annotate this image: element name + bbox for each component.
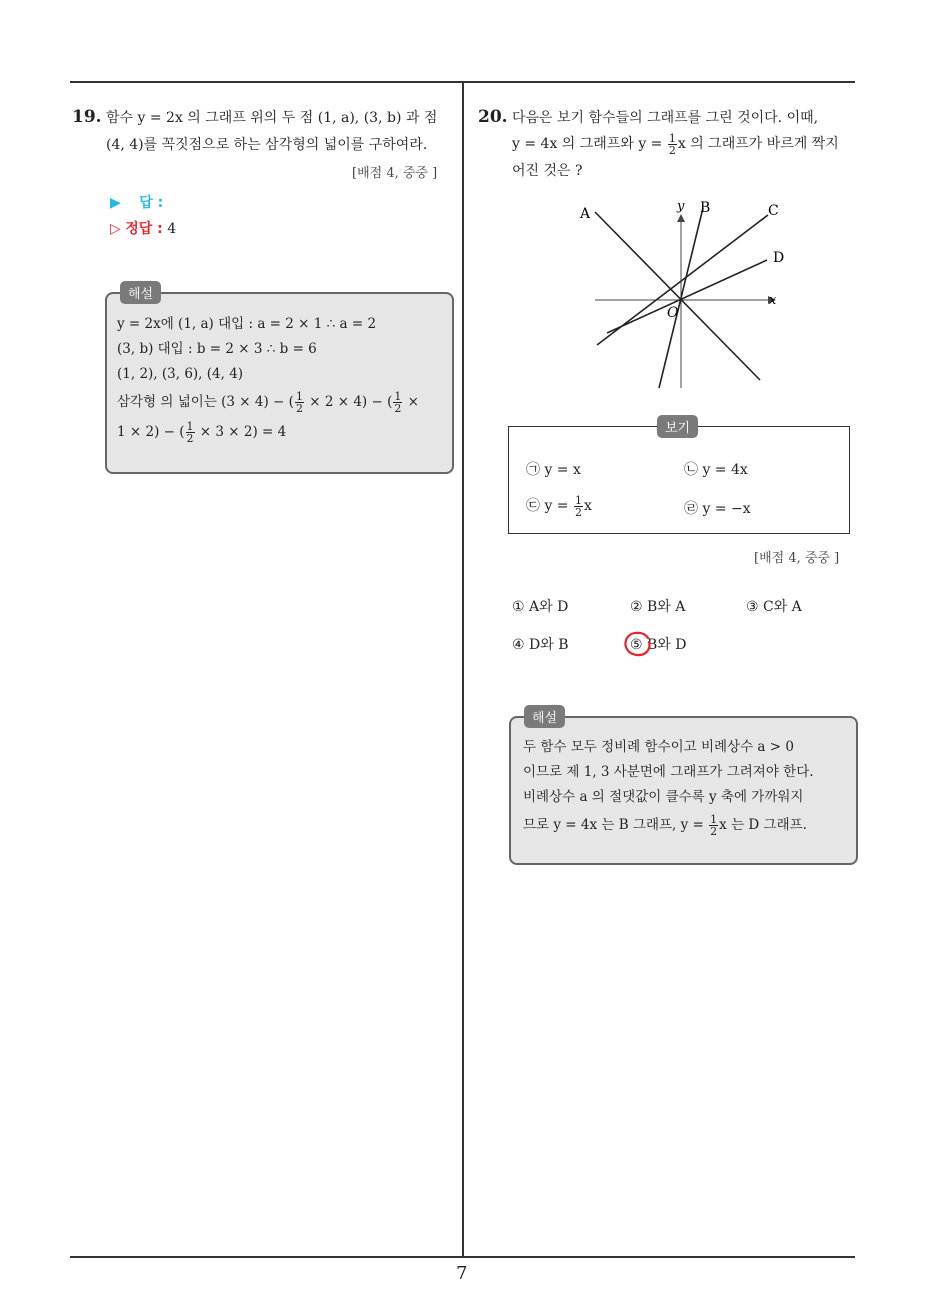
fraction-half: $\frac{1}{2}$ <box>186 420 194 445</box>
q20-text-line3: 어진 것은 ? <box>512 163 583 179</box>
q19-expl-line4: 삼각형 의 넓이는 (3 × 4) − ( $\frac{1}{2}$ × 2 × 4) − ( $\frac{1}{2}$ × <box>117 390 419 415</box>
choice-4[interactable]: ④ D와 B <box>512 637 569 653</box>
correct-label: 정답 : <box>125 221 163 237</box>
choice-5[interactable]: ⑤ B와 D <box>630 637 687 653</box>
label-x: x <box>769 293 777 308</box>
q20-text-line2: y = 4x 의 그래프와 y = $\frac{1}{2}$ x 의 그래프가 바르게 짝지 <box>512 131 839 157</box>
label-C: C <box>768 203 779 219</box>
label-A: A <box>580 206 591 222</box>
answer-mark-circle-icon <box>622 629 654 659</box>
choice-2[interactable]: ② B와 A <box>630 599 686 615</box>
fraction-half: $\frac{1}{2}$ <box>710 813 718 838</box>
label-B: B <box>700 200 711 216</box>
q20-explanation-tag: 해설 <box>524 705 565 728</box>
correct-value: 4 <box>167 221 177 237</box>
q20-expl-line4: 므로 y = 4x 는 B 그래프, y = $\frac{1}{2}$ x 는 D 그래프. <box>523 813 807 838</box>
answer-label: 답 : <box>139 195 164 211</box>
q19-number: 19. <box>72 107 102 127</box>
q20-number: 20. <box>478 107 508 127</box>
fraction-half: $\frac{1}{2}$ <box>295 390 303 415</box>
column-divider <box>462 81 464 1257</box>
q20-expl-line1: 두 함수 모두 정비례 함수이고 비례상수 a > 0 <box>523 739 794 755</box>
label-y: y <box>677 199 685 214</box>
bogi-tag: 보기 <box>657 415 698 438</box>
play-outline-icon: ▷ <box>110 221 121 237</box>
label-origin: O <box>667 305 679 321</box>
q19-explanation-tag: 해설 <box>120 281 161 304</box>
choice-3[interactable]: ③ C와 A <box>746 599 802 615</box>
page-number: 7 <box>456 1263 468 1284</box>
q20-expl-line2: 이므로 제 1, 3 사분면에 그래프가 그려져야 한다. <box>523 764 814 780</box>
q20-expl-line3: 비례상수 a 의 절댓값이 클수록 y 축에 가까워지 <box>523 789 804 805</box>
q20-score: [배점 4, 중중 ] <box>754 551 840 566</box>
q19-correct-row <box>110 218 176 238</box>
y-axis-arrow-icon <box>677 214 685 222</box>
q19-expl-line5: 1 × 2) − ( $\frac{1}{2}$ × 3 × 2) = 4 <box>117 420 287 445</box>
q19-expl-line2: (3, b) 대입 : b = 2 × 3 ∴ b = 6 <box>117 341 317 357</box>
play-filled-icon: ▶ <box>110 195 121 211</box>
q19-answer-row <box>110 192 163 212</box>
q19-text-line2: (4, 4)를 꼭짓점으로 하는 삼각형의 넓이를 구하여라. <box>106 137 428 153</box>
line-A <box>595 212 760 380</box>
q19-score: [배점 4, 중중 ] <box>352 166 438 181</box>
q19-expl-line1: y = 2x에 (1, a) 대입 : a = 2 × 1 ∴ a = 2 <box>117 316 377 332</box>
fraction-half: $\frac{1}{2}$ <box>668 131 676 157</box>
q20-explanation-body <box>523 735 853 840</box>
bogi-item-g: ㉠ y = x <box>526 462 581 478</box>
q20-text-line1: 다음은 보기 함수들의 그래프를 그린 것이다. 이때, <box>512 110 819 126</box>
label-D: D <box>773 250 785 266</box>
bogi-item-n: ㉡ y = 4x <box>684 462 748 478</box>
bottom-rule <box>70 1256 855 1258</box>
bogi-item-r: ㉣ y = −x <box>684 501 751 517</box>
fraction-half: $\frac{1}{2}$ <box>394 390 402 415</box>
q20-graph <box>570 190 790 395</box>
q19-expl-line3: (1, 2), (3, 6), (4, 4) <box>117 366 244 382</box>
q19-text-line1: 함수 y = 2x 의 그래프 위의 두 점 (1, a), (3, b) 과 점 <box>106 110 438 126</box>
bogi-item-d: ㉢ y = $\frac{1}{2}$ x <box>526 493 592 519</box>
choice-1[interactable]: ① A와 D <box>512 599 569 615</box>
q19-explanation-body <box>117 312 447 447</box>
fraction-half: $\frac{1}{2}$ <box>575 493 582 519</box>
